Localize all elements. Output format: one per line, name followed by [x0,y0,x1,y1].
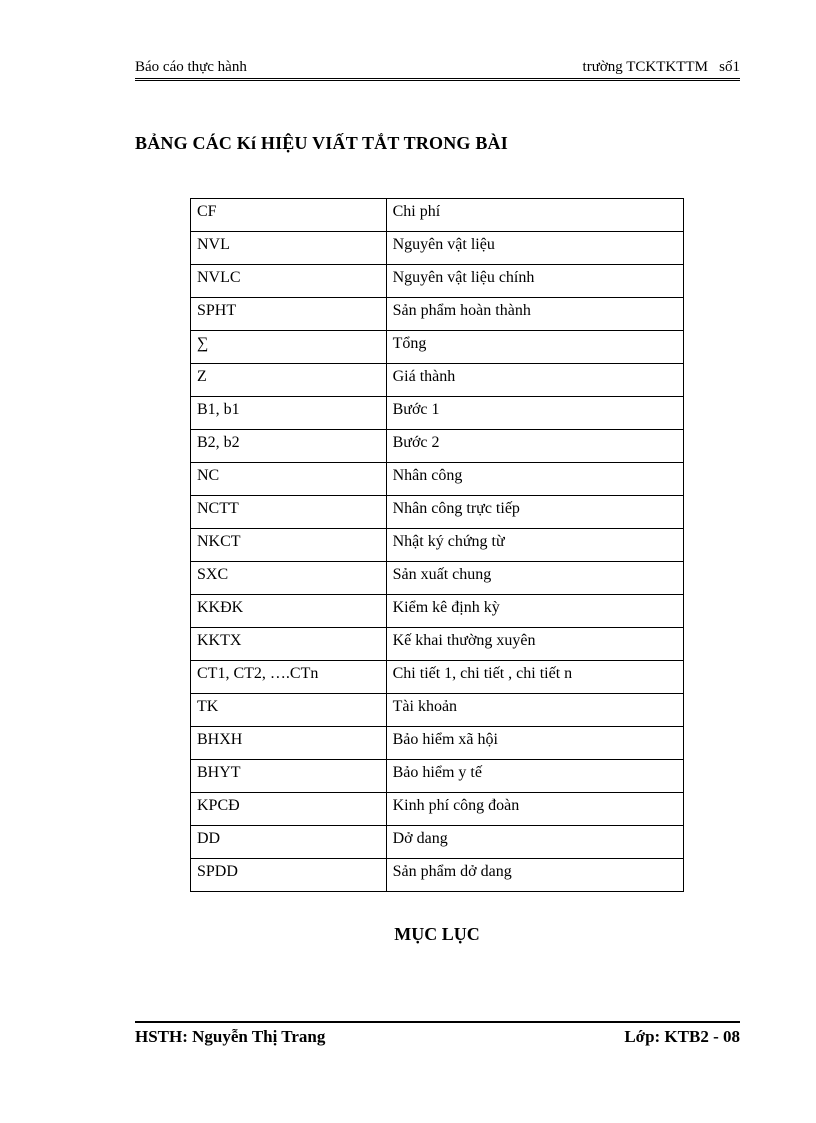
table-row [191,463,684,496]
table-row [191,595,684,628]
table-row [191,397,684,430]
table-row [191,199,684,232]
table-row [191,727,684,760]
footer-divider [135,1021,740,1023]
header-report-title: Báo cáo thực hành [135,59,247,75]
table-row [191,364,684,397]
abbreviation-meaning: Kiểm kê định kỳ [386,595,683,628]
table-of-contents-heading: MỤC LỤC [394,924,480,944]
abbreviation-meaning: Bước 2 [386,430,683,463]
abbreviation-meaning: Sản phẩm dở dang [386,859,683,892]
abbreviation-meaning: Kế khai thường xuyên [386,628,683,661]
footer-class: Lớp: KTB2 - 08 [624,1027,740,1046]
abbreviation-meaning: Bảo hiểm y tế [386,760,683,793]
abbreviation-code: KKTX [191,628,387,661]
table-row [191,562,684,595]
table-row [191,430,684,463]
abbreviation-code: BHXH [191,727,387,760]
table-row [191,529,684,562]
table-row [191,793,684,826]
abbreviation-meaning: Sản xuất chung [386,562,683,595]
table-row [191,859,684,892]
abbreviation-meaning: Nguyên vật liệu chính [386,265,683,298]
abbreviation-meaning: Nhân công [386,463,683,496]
abbreviation-meaning: Nguyên vật liệu [386,232,683,265]
abbreviation-code: TK [191,694,387,727]
abbreviation-code: CF [191,199,387,232]
abbreviation-meaning: Giá thành [386,364,683,397]
table-row [191,298,684,331]
abbreviation-code: DD [191,826,387,859]
abbreviation-meaning: Chi phí [386,199,683,232]
page-header [135,57,740,77]
abbreviation-code: ∑ [191,331,387,364]
abbreviations-table [190,198,684,892]
abbreviation-code: Z [191,364,387,397]
abbreviation-meaning: Dở dang [386,826,683,859]
abbreviation-code: KPCĐ [191,793,387,826]
abbreviation-code: NVL [191,232,387,265]
abbreviation-code: B1, b1 [191,397,387,430]
abbreviation-code: SXC [191,562,387,595]
table-row [191,694,684,727]
abbreviation-meaning: Nhật ký chứng từ [386,529,683,562]
abbreviation-code: BHYT [191,760,387,793]
abbreviation-code: NKCT [191,529,387,562]
abbreviation-code: KKĐK [191,595,387,628]
abbreviation-meaning: Bảo hiểm xã hội [386,727,683,760]
abbreviation-code: B2, b2 [191,430,387,463]
table-row [191,628,684,661]
table-row [191,826,684,859]
footer-student-name: HSTH: Nguyễn Thị Trang [135,1027,326,1046]
abbreviation-code: NC [191,463,387,496]
abbreviation-code: NVLC [191,265,387,298]
abbreviation-meaning: Kinh phí công đoàn [386,793,683,826]
table-row [191,760,684,793]
header-school-name: trường TCKTKTTM số1 [582,59,740,75]
abbreviation-code: SPDD [191,859,387,892]
abbreviation-meaning: Sản phẩm hoàn thành [386,298,683,331]
table-row [191,331,684,364]
abbreviation-meaning: Nhân công trực tiếp [386,496,683,529]
abbreviation-meaning: Chi tiết 1, chi tiết , chi tiết n [386,661,683,694]
abbreviations-heading: BẢNG CÁC Kí HIỆU VIẤT TẮT TRONG BÀI [135,133,508,153]
abbreviation-meaning: Tổng [386,331,683,364]
table-row [191,661,684,694]
abbreviation-meaning: Tài khoản [386,694,683,727]
table-row [191,496,684,529]
header-divider [135,78,740,81]
abbreviations-table-body [191,199,684,892]
table-row [191,232,684,265]
abbreviation-meaning: Bước 1 [386,397,683,430]
abbreviation-code: NCTT [191,496,387,529]
abbreviation-code: SPHT [191,298,387,331]
table-row [191,265,684,298]
abbreviation-code: CT1, CT2, ….CTn [191,661,387,694]
